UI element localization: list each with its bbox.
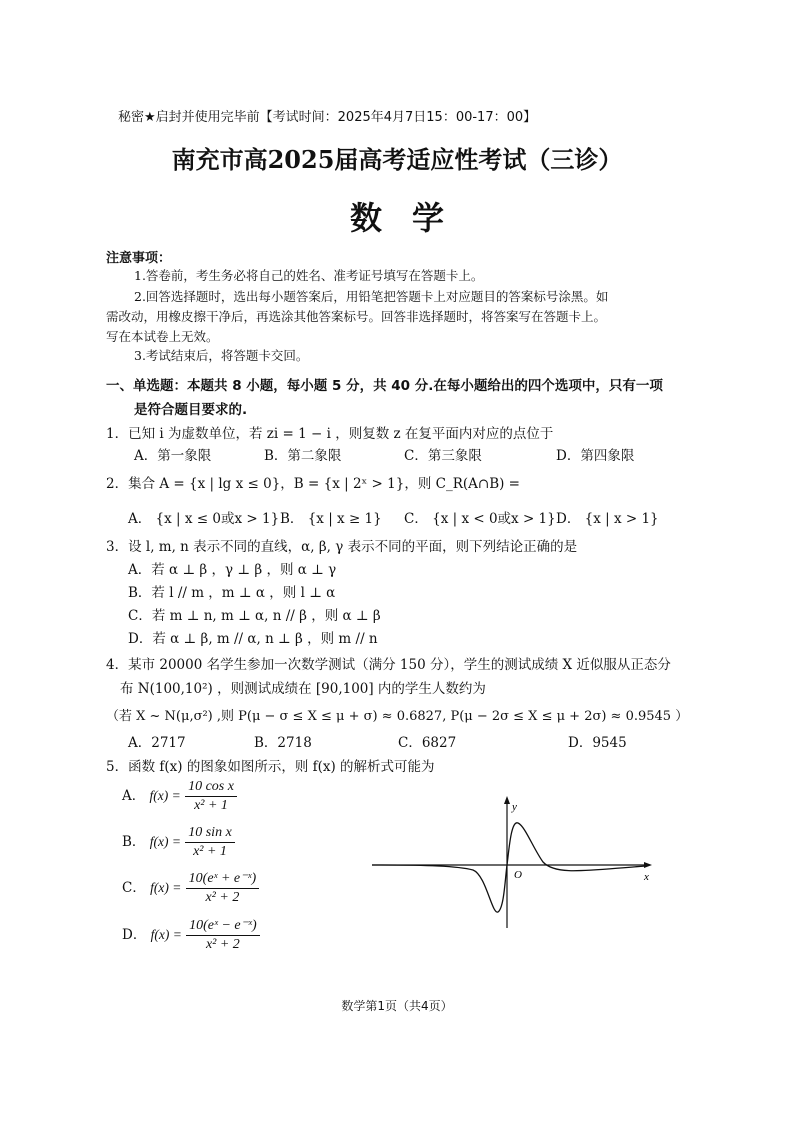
q3-option-d: D．若 α ⊥ β, m // α, n ⊥ β ，则 m // n bbox=[128, 631, 378, 647]
q5-option-d-fraction bbox=[186, 917, 260, 954]
q4-option-a: A．2717 bbox=[128, 735, 186, 751]
q5-option-b bbox=[122, 824, 235, 861]
q3-option-c: C．若 m ⊥ n, m ⊥ α, n // β ，则 α ⊥ β bbox=[128, 608, 381, 624]
q4-hint: （若 X ~ N(μ,σ²) ,则 P(μ − σ ≤ X ≤ μ + σ) ≈ 0.6827, P(μ − 2σ ≤ X ≤ μ + 2σ) ≈ 0.9545 ） bbox=[106, 709, 689, 724]
graph-curve bbox=[372, 823, 646, 912]
q1-option-a: A．第一象限 bbox=[134, 448, 212, 464]
q5-option-a-denominator: x² + 1 bbox=[194, 798, 228, 813]
q5-option-c bbox=[122, 870, 259, 907]
q3-option-b: B．若 l // m ，m ⊥ α ，则 l ⊥ α bbox=[128, 585, 336, 601]
graph-x-arrow bbox=[644, 862, 652, 868]
note-2c: 写在本试卷上无效。 bbox=[106, 329, 219, 344]
q2-option-c: C． {x | x < 0或x > 1} bbox=[404, 511, 556, 527]
q2-option-d: D． {x | x > 1} bbox=[556, 511, 659, 527]
graph-x-label: x bbox=[644, 871, 649, 883]
exam-secret-line: 秘密★启封并使用完毕前【考试时间：2025年4月7日15：00-17：00】 bbox=[118, 110, 537, 125]
q1-option-d: D．第四象限 bbox=[556, 448, 635, 464]
q5-option-a bbox=[122, 778, 237, 815]
q4-stem-line1: 4．某市 20000 名学生参加一次数学测试（满分 150 分），学生的测试成绩 X 近似服从正态分 bbox=[106, 657, 671, 673]
q3-stem: 3．设 l, m, n 表示不同的直线，α, β, γ 表示不同的平面，则下列结论正确的是 bbox=[106, 539, 578, 555]
q5-option-b-fx: f(x) = bbox=[149, 834, 181, 849]
q5-option-c-fraction bbox=[186, 870, 260, 907]
q5-option-c-label: C． bbox=[122, 880, 146, 896]
q4-option-b: B．2718 bbox=[254, 735, 312, 751]
section-heading-line1: 一、单选题：本题共 8 小题，每小题 5 分，共 40 分.在每小题给出的四个选项中，只有一项 bbox=[106, 378, 663, 394]
q5-option-b-denominator: x² + 1 bbox=[193, 844, 227, 859]
page-footer: 数学第1页（共4页） bbox=[341, 999, 453, 1013]
notes-heading: 注意事项： bbox=[106, 251, 172, 266]
q5-option-c-denominator: x² + 2 bbox=[205, 890, 240, 905]
q5-function-graph bbox=[368, 790, 658, 930]
q5-option-d-label: D． bbox=[122, 927, 147, 943]
subject-title: 数学 bbox=[349, 199, 474, 237]
q5-option-c-fx: f(x) = bbox=[150, 880, 182, 895]
q2-option-a: A． {x | x ≤ 0或x > 1} bbox=[128, 511, 280, 527]
q1-stem: 1．已知 i 为虚数单位，若 zi = 1 − i ，则复数 z 在复平面内对应的点位于 bbox=[106, 426, 554, 442]
note-2a: 2.回答选择题时，选出每小题答案后，用铅笔把答题卡上对应题目的答案标号涂黑。如 bbox=[134, 289, 609, 304]
q4-stem-line2: 布 N(100,10²) ，则测试成绩在 [90,100] 内的学生人数约为 bbox=[120, 681, 486, 697]
note-3: 3.考试结束后，将答题卡交回。 bbox=[134, 348, 309, 363]
q5-option-d-fx: f(x) = bbox=[150, 927, 182, 942]
q1-option-b: B．第二象限 bbox=[264, 448, 342, 464]
q2-option-b: B． {x | x ≥ 1} bbox=[280, 511, 382, 527]
q2-stem: 2．集合 A = {x | lg x ≤ 0}，B = {x | 2ˣ > 1}，则 C_R(A∩B) = bbox=[106, 476, 520, 492]
q5-option-a-label: A． bbox=[122, 788, 146, 804]
q5-stem: 5．函数 f(x) 的图象如图所示，则 f(x) 的解析式可能为 bbox=[106, 759, 435, 775]
note-1: 1.答卷前，考生务必将自己的姓名、准考证号填写在答题卡上。 bbox=[134, 268, 484, 283]
graph-y-arrow bbox=[504, 796, 510, 804]
q5-option-d bbox=[122, 917, 260, 954]
q5-option-a-fx: f(x) = bbox=[149, 788, 181, 803]
q5-option-d-denominator: x² + 2 bbox=[205, 937, 240, 952]
graph-origin-label: O bbox=[514, 869, 522, 881]
graph-y-label: y bbox=[512, 801, 517, 813]
q4-option-d: D．9545 bbox=[568, 735, 627, 751]
exam-title: 南充市高2025届高考适应性考试（三诊） bbox=[171, 145, 623, 174]
q5-option-b-fraction bbox=[185, 824, 235, 861]
q5-option-b-label: B． bbox=[122, 834, 146, 850]
q4-option-c: C．6827 bbox=[398, 735, 457, 751]
q5-option-d-numerator: 10(eˣ − e⁻ˣ) bbox=[186, 917, 260, 936]
q5-option-a-numerator: 10 cos x bbox=[185, 778, 237, 797]
q1-option-c: C．第三象限 bbox=[404, 448, 482, 464]
section-heading-line2: 是符合题目要求的. bbox=[134, 402, 248, 418]
q5-option-c-numerator: 10(eˣ + e⁻ˣ) bbox=[186, 870, 260, 889]
q5-option-a-fraction bbox=[185, 778, 237, 815]
q5-option-b-numerator: 10 sin x bbox=[185, 824, 235, 843]
note-2b: 需改动，用橡皮擦干净后，再选涂其他答案标号。回答非选择题时，将答案写在答题卡上。 bbox=[106, 309, 607, 324]
q3-option-a: A．若 α ⊥ β ，γ ⊥ β ，则 α ⊥ γ bbox=[128, 562, 337, 578]
